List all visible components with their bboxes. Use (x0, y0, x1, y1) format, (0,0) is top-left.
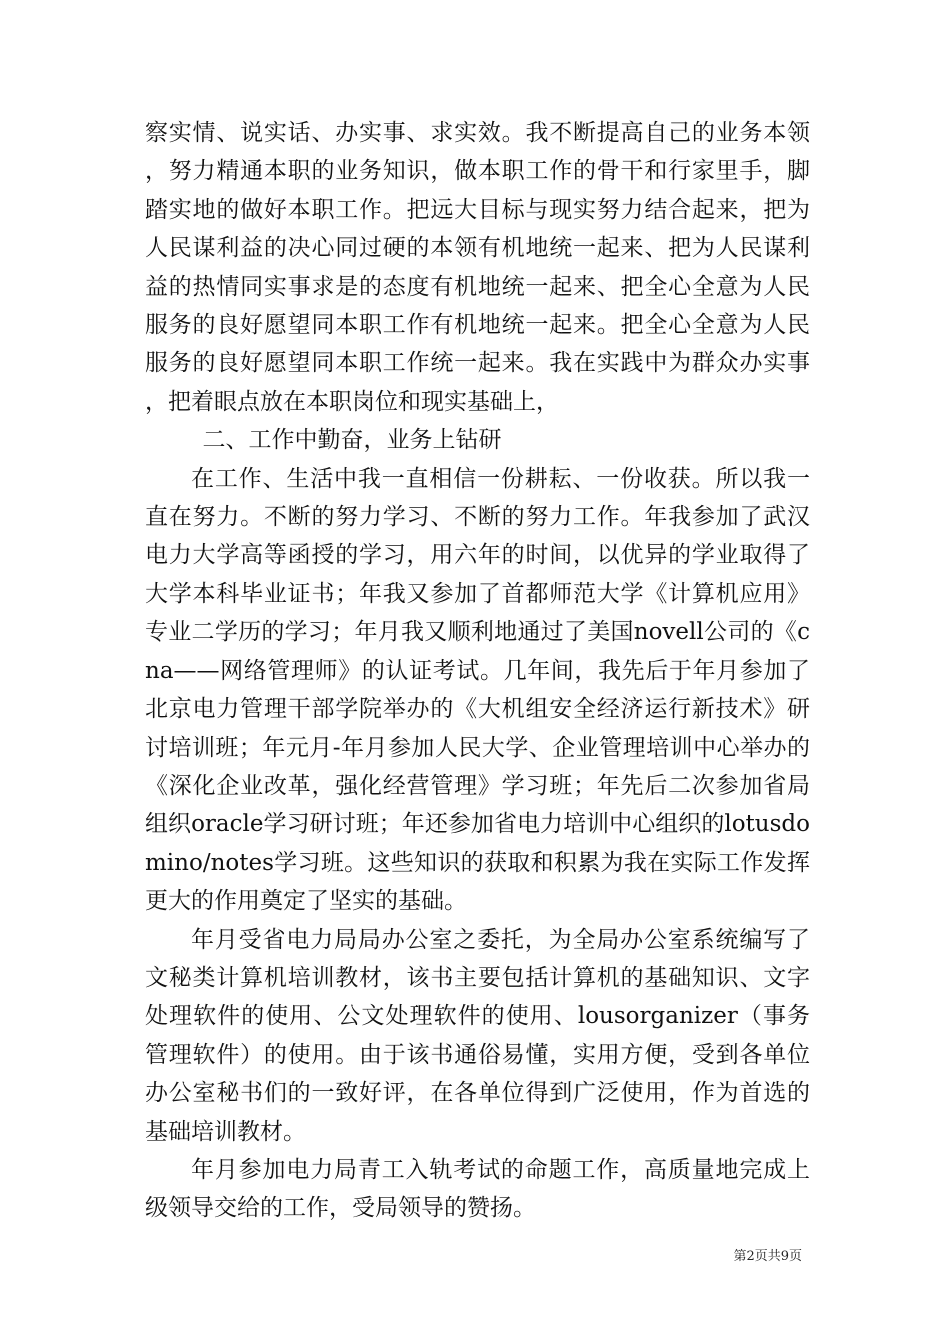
document-body (145, 114, 810, 1228)
paragraph-study: 在工作、生活中我一直相信一份耕耘、一份收获。所以我一直在努力。不断的努力学习、不断的努力工作。年我参加了武汉电力大学高等函授的学习，用六年的时间，以优异的学业取得了大学本科毕业证书；年我又参加了首都师范大学《计算机应用》专业二学历的学习；年月我又顺利地通过了美国novell公司的《cna——网络管理师》的认证考试。几年间，我先后于年月参加了北京电力管理干部学院举办的《大机组安全经济运行新技术》研讨培训班；年元月-年月参加人民大学、企业管理培训中心举办的《深化企业改革，强化经营管理》学习班；年先后二次参加省局组织oracle学习研讨班；年还参加省电力培训中心组织的lotusdomino/notes学习班。这些知识的获取和积累为我在实际工作发挥更大的作用奠定了坚实的基础。 (145, 465, 810, 915)
page-number-footer: 第2页共9页 (733, 1249, 802, 1264)
paragraph-continuation: 察实情、说实话、办实事、求实效。我不断提高自己的业务本领，努力精通本职的业务知识，做本职工作的骨干和行家里手，脚踏实地的做好本职工作。把远大目标与现实努力结合起来，把为人民谋利益的决心同过硬的本领有机地统一起来、把为人民谋利益的热情同实事求是的态度有机地统一起来、把全心全意为人民服务的良好愿望同本职工作有机地统一起来。把全心全意为人民服务的良好愿望同本职工作统一起来。我在实践中为群众办实事，把着眼点放在本职岗位和现实基础上， (145, 120, 810, 415)
section-heading: 二、工作中勤奋，业务上钻研 (202, 427, 502, 454)
paragraph-textbook: 年月受省电力局局办公室之委托，为全局办公室系统编写了文秘类计算机培训教材，该书主要包括计算机的基础知识、文字处理软件的使用、公文处理软件的使用、lousorganizer（事务管理软件）的使用。由于该书通俗易懂，实用方便，受到各单位办公室秘书们的一致好评，在各单位得到广泛使用，作为首选的基础培训教材。 (145, 926, 810, 1145)
paragraph-exam-work: 年月参加电力局青工入轨考试的命题工作，高质量地完成上级领导交给的工作，受局领导的赞扬。 (145, 1156, 810, 1222)
